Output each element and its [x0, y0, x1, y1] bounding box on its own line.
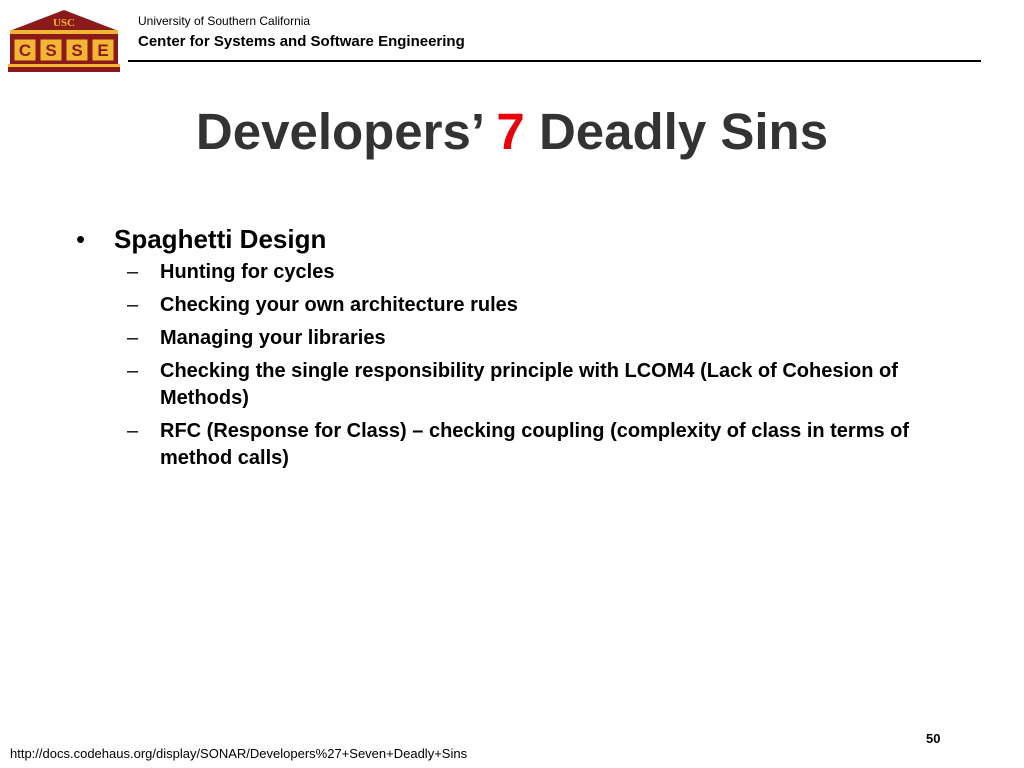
title-part-1: Developers’: [195, 103, 497, 160]
logo-letter-e: E: [97, 41, 109, 60]
slide-content: [76, 222, 956, 478]
page-number: 50: [926, 731, 941, 746]
logo-letter-s1: S: [45, 41, 57, 60]
dash-marker: –: [127, 360, 139, 382]
sub-bullet-text: Checking the single responsibility principle with LCOM4 (Lack of Cohesion of Methods): [160, 360, 898, 409]
csse-logo: [8, 10, 120, 74]
sub-bullet-text: Checking your own architecture rules: [160, 294, 518, 316]
logo-letter-c: C: [18, 41, 32, 60]
main-bullet: [76, 222, 956, 256]
logo-letter-s2: S: [71, 41, 83, 60]
sub-bullet: [127, 259, 956, 286]
logo-usc-text: USC: [52, 17, 76, 29]
dash-marker: –: [127, 327, 139, 349]
title-part-2: Deadly Sins: [524, 103, 829, 160]
center-name: Center for Systems and Software Engineering: [138, 33, 465, 50]
dash-marker: –: [127, 294, 139, 316]
org-header: [138, 14, 465, 51]
sub-bullet-text: Managing your libraries: [160, 327, 386, 349]
dash-marker: –: [127, 261, 139, 283]
source-url: http://docs.codehaus.org/display/SONAR/Developers%27+Seven+Deadly+Sins: [10, 746, 468, 761]
title-highlight-number: 7: [496, 103, 525, 160]
sub-bullet-text: Hunting for cycles: [160, 261, 335, 283]
sub-bullet: [127, 325, 956, 352]
sub-bullet-list: [76, 259, 956, 472]
sub-bullet-text: RFC (Response for Class) – checking coupling (complexity of class in terms of method calls): [160, 420, 910, 469]
university-name: University of Southern California: [138, 14, 311, 28]
dash-marker: –: [127, 420, 139, 442]
header-divider: [128, 60, 981, 62]
bullet-marker: •: [76, 224, 86, 254]
sub-bullet: [127, 418, 956, 472]
main-bullet-text: Spaghetti Design: [114, 224, 327, 254]
slide-title: [0, 100, 1024, 164]
sub-bullet: [127, 292, 956, 319]
sub-bullet: [127, 358, 956, 412]
